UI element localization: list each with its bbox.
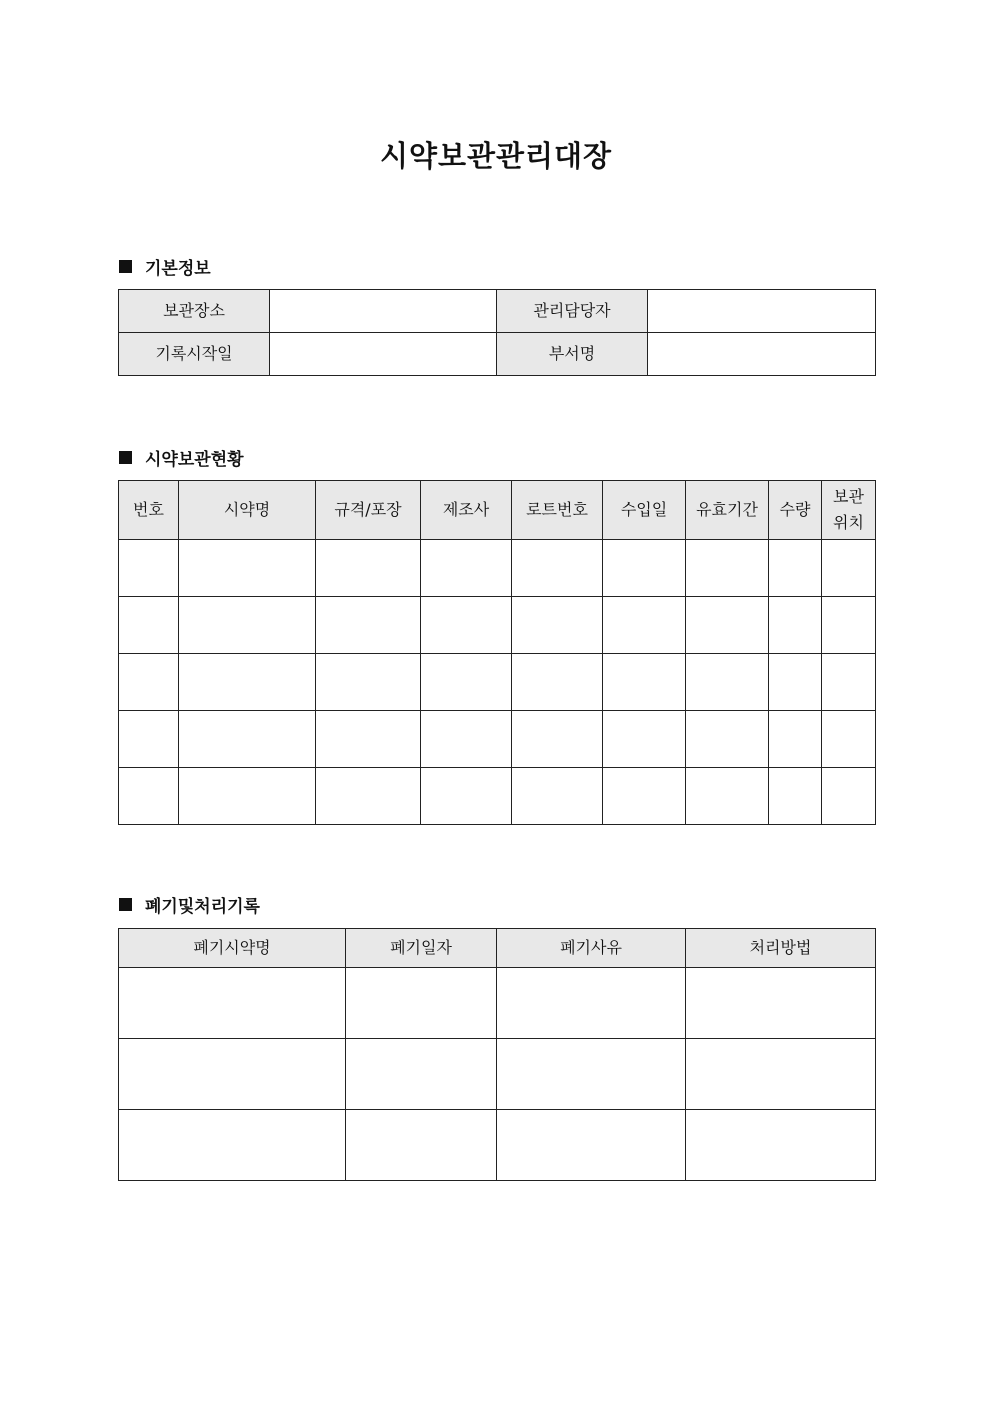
department-label: 부서명 <box>497 333 648 376</box>
table-cell[interactable] <box>179 711 316 768</box>
table-cell[interactable] <box>346 1110 497 1181</box>
column-header-reagent-name: 시약명 <box>179 481 316 540</box>
table-cell[interactable] <box>346 1039 497 1110</box>
column-header-quantity: 수량 <box>769 481 822 540</box>
table-cell[interactable] <box>603 654 686 711</box>
section-heading-disposal <box>119 892 260 917</box>
square-bullet-icon <box>119 451 132 464</box>
table-cell[interactable] <box>119 1039 346 1110</box>
table-cell[interactable] <box>421 711 512 768</box>
start-date-label: 기록시작일 <box>119 333 270 376</box>
column-header-lot: 로트번호 <box>512 481 603 540</box>
document-title: 시약보관관리대장 <box>379 139 613 173</box>
table-cell[interactable] <box>686 540 769 597</box>
table-cell[interactable] <box>119 711 179 768</box>
table-row <box>119 768 876 825</box>
table-cell[interactable] <box>512 597 603 654</box>
column-header-expiry: 유효기간 <box>686 481 769 540</box>
location-field[interactable] <box>270 290 497 333</box>
table-cell[interactable] <box>603 597 686 654</box>
table-cell[interactable] <box>769 711 822 768</box>
location-label: 보관장소 <box>119 290 270 333</box>
table-cell[interactable] <box>316 654 421 711</box>
table-cell[interactable] <box>497 1110 686 1181</box>
table-cell[interactable] <box>686 1039 876 1110</box>
table-cell[interactable] <box>119 597 179 654</box>
table-cell[interactable] <box>822 597 876 654</box>
column-header-storage-location: 보관위치 <box>822 481 876 540</box>
table-cell[interactable] <box>686 654 769 711</box>
department-field[interactable] <box>648 333 876 376</box>
table-cell[interactable] <box>179 540 316 597</box>
column-header-spec: 규격/포장 <box>316 481 421 540</box>
section-heading-label: 기본정보 <box>145 259 211 279</box>
table-cell[interactable] <box>822 540 876 597</box>
table-cell[interactable] <box>769 597 822 654</box>
table-cell[interactable] <box>512 540 603 597</box>
table-cell[interactable] <box>686 597 769 654</box>
table-row <box>119 968 876 1039</box>
reagent-status-table <box>118 480 876 825</box>
table-cell[interactable] <box>316 711 421 768</box>
table-cell[interactable] <box>512 711 603 768</box>
table-row <box>119 711 876 768</box>
table-cell[interactable] <box>119 768 179 825</box>
table-cell[interactable] <box>512 654 603 711</box>
basic-info-table <box>118 289 876 376</box>
column-header-manufacturer: 제조사 <box>421 481 512 540</box>
column-header-number: 번호 <box>119 481 179 540</box>
table-cell[interactable] <box>686 1110 876 1181</box>
table-cell[interactable] <box>119 968 346 1039</box>
table-cell[interactable] <box>179 768 316 825</box>
table-cell[interactable] <box>512 768 603 825</box>
table-cell[interactable] <box>686 711 769 768</box>
table-cell[interactable] <box>316 540 421 597</box>
table-cell[interactable] <box>119 540 179 597</box>
section-heading-status <box>119 445 244 470</box>
table-row <box>119 540 876 597</box>
table-row <box>119 1039 876 1110</box>
column-header-disposed-reagent: 폐기시약명 <box>119 929 346 968</box>
table-cell[interactable] <box>603 711 686 768</box>
manager-field[interactable] <box>648 290 876 333</box>
column-header-import-date: 수입일 <box>603 481 686 540</box>
table-cell[interactable] <box>822 768 876 825</box>
table-cell[interactable] <box>769 768 822 825</box>
start-date-field[interactable] <box>270 333 497 376</box>
disposal-record-table <box>118 928 876 1181</box>
table-row <box>119 1110 876 1181</box>
table-cell[interactable] <box>421 597 512 654</box>
section-heading-label: 폐기및처리기록 <box>145 897 260 917</box>
table-cell[interactable] <box>179 597 316 654</box>
table-row <box>119 654 876 711</box>
table-cell[interactable] <box>421 768 512 825</box>
table-cell[interactable] <box>119 654 179 711</box>
table-cell[interactable] <box>421 654 512 711</box>
section-heading-label: 시약보관현황 <box>145 450 244 470</box>
square-bullet-icon <box>119 260 132 273</box>
table-cell[interactable] <box>316 597 421 654</box>
manager-label: 관리담당자 <box>497 290 648 333</box>
table-cell[interactable] <box>497 1039 686 1110</box>
table-cell[interactable] <box>686 768 769 825</box>
table-cell[interactable] <box>179 654 316 711</box>
column-header-treatment-method: 처리방법 <box>686 929 876 968</box>
table-cell[interactable] <box>316 768 421 825</box>
table-cell[interactable] <box>119 1110 346 1181</box>
section-heading-basic <box>119 254 211 279</box>
column-header-disposal-reason: 폐기사유 <box>497 929 686 968</box>
table-cell[interactable] <box>497 968 686 1039</box>
table-cell[interactable] <box>603 768 686 825</box>
table-cell[interactable] <box>421 540 512 597</box>
table-cell[interactable] <box>769 654 822 711</box>
table-cell[interactable] <box>822 711 876 768</box>
table-cell[interactable] <box>822 654 876 711</box>
table-cell[interactable] <box>346 968 497 1039</box>
square-bullet-icon <box>119 898 132 911</box>
column-header-disposal-date: 폐기일자 <box>346 929 497 968</box>
table-cell[interactable] <box>686 968 876 1039</box>
table-cell[interactable] <box>769 540 822 597</box>
table-row <box>119 597 876 654</box>
table-cell[interactable] <box>603 540 686 597</box>
